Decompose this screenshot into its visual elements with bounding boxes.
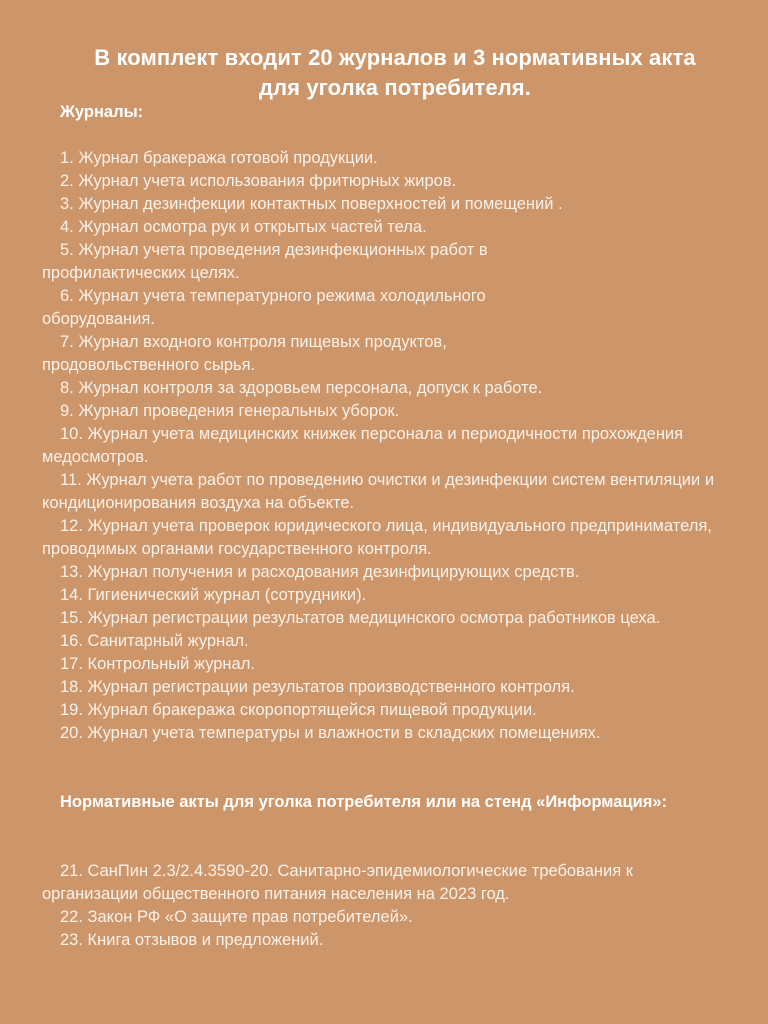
normative-list <box>42 860 742 952</box>
journal-item: 11. Журнал учета работ по проведению очистки и дезинфекции систем вентиляции и кондиционирования воздуха на объекте. <box>42 471 715 512</box>
journal-item: 16. Санитарный журнал. <box>60 632 249 650</box>
journal-item: 9. Журнал проведения генеральных уборок. <box>60 402 400 420</box>
journal-item: 17. Контрольный журнал. <box>60 655 255 673</box>
journal-item: 15. Журнал регистрации результатов медицинского осмотра работников цеха. <box>60 609 661 627</box>
normative-item: 21. СанПин 2.3/2.4.3590-20. Санитарно-эпидемиологические требования к организации общественного питания населения на 2023 год. <box>42 862 633 903</box>
journal-item: 3. Журнал дезинфекции контактных поверхностей и помещений . <box>60 195 563 213</box>
normative-heading: Нормативные акты для уголка потребителя или на стенд «Информация»: <box>60 793 668 811</box>
journal-item: 4. Журнал осмотра рук и открытых частей тела. <box>60 218 427 236</box>
journals-list <box>42 147 742 745</box>
title-line-2: для уголка потребителя. <box>259 75 531 100</box>
journal-item: 2. Журнал учета использования фритюрных жиров. <box>60 172 457 190</box>
page-title <box>40 43 750 103</box>
title-line-1: В комплект входит 20 журналов и 3 нормативных акта <box>94 45 696 70</box>
journal-item: 20. Журнал учета температуры и влажности в складских помещениях. <box>60 724 601 742</box>
journal-item: 8. Журнал контроля за здоровьем персонала, допуск к работе. <box>60 379 543 397</box>
journal-item: 14. Гигиенический журнал (сотрудники). <box>60 586 367 604</box>
normative-item: 23. Книга отзывов и предложений. <box>60 931 324 949</box>
normative-item: 22. Закон РФ «О защите прав потребителей». <box>60 908 413 926</box>
journal-item: 1. Журнал бракеража готовой продукции. <box>60 149 378 167</box>
journal-item: 12. Журнал учета проверок юридического лица, индивидуального предпринимателя, проводимых органами государственного контроля. <box>42 517 712 558</box>
journal-item: 13. Журнал получения и расходования дезинфицирующих средств. <box>60 563 580 581</box>
journal-item: 18. Журнал регистрации результатов производственного контроля. <box>60 678 575 696</box>
journal-item: 5. Журнал учета проведения дезинфекционных работ в профилактических целях. <box>42 241 488 282</box>
journal-item: 19. Журнал бракеража скоропортящейся пищевой продукции. <box>60 701 537 719</box>
journal-item: 10. Журнал учета медицинских книжек персонала и периодичности прохождения медосмотров. <box>42 425 684 466</box>
journal-item: 6. Журнал учета температурного режима холодильного оборудования. <box>42 287 486 328</box>
journals-heading: Журналы: <box>60 103 144 121</box>
journal-item: 7. Журнал входного контроля пищевых продуктов, продовольственного сырья. <box>42 333 447 374</box>
